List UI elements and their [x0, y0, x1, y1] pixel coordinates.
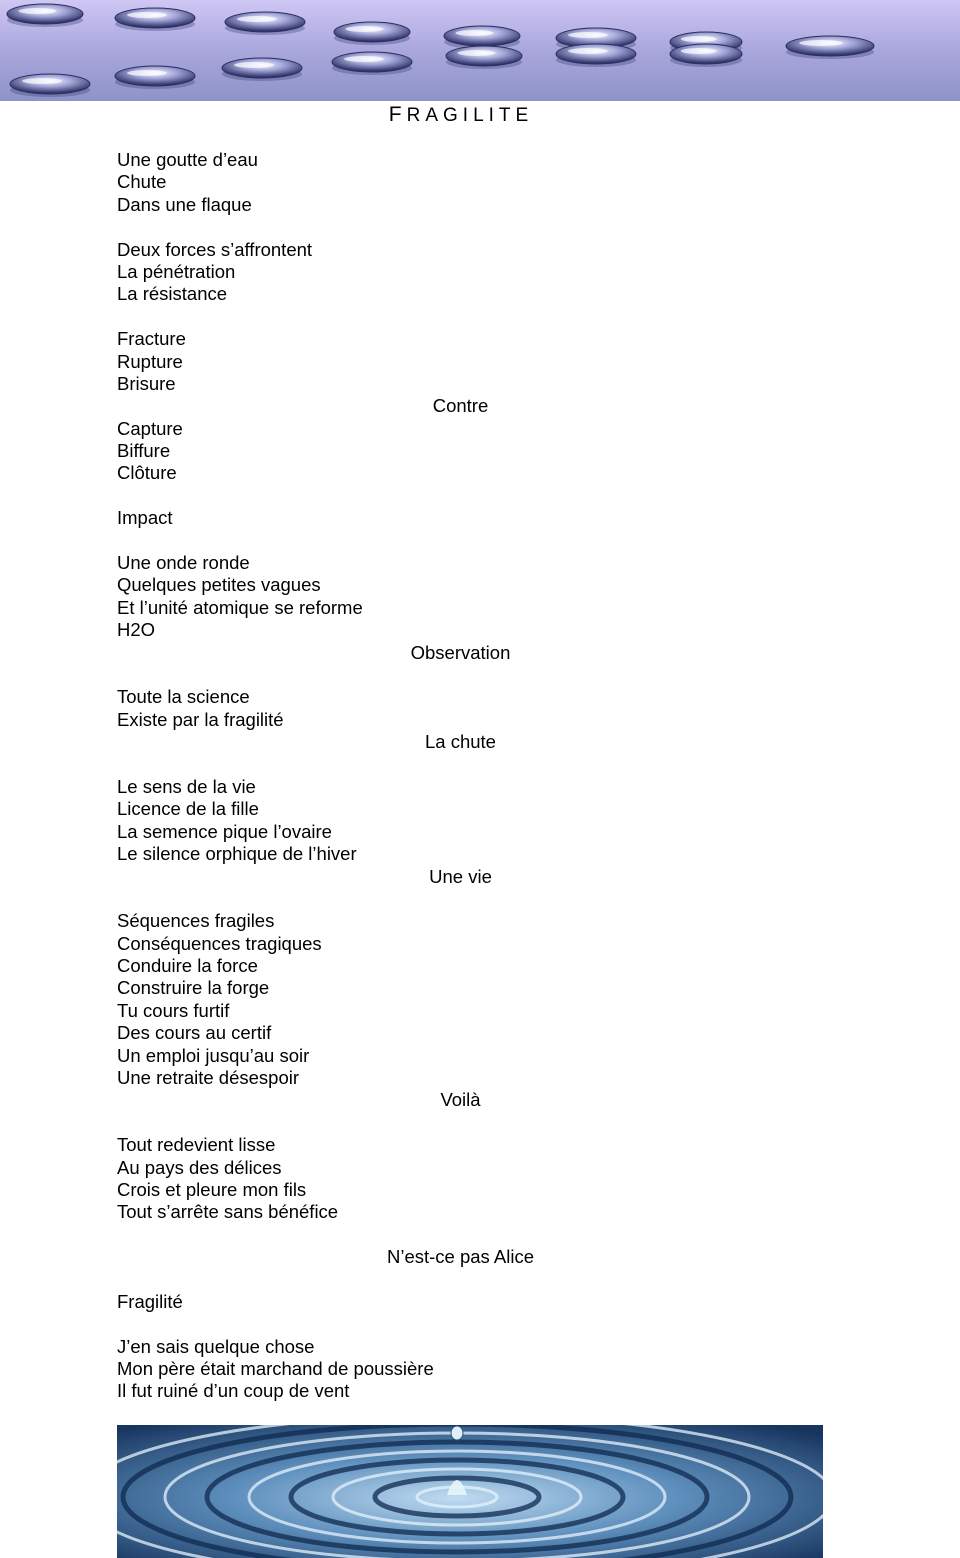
- poem-line: Capture: [117, 417, 183, 439]
- water-drop-icon: [10, 74, 90, 94]
- water-drop-icon: [786, 36, 874, 56]
- water-drop-icon: [115, 66, 195, 86]
- stanza-gap: [117, 1224, 817, 1246]
- poem-line: Fracture: [117, 328, 186, 350]
- stanza-gap: [117, 1112, 817, 1134]
- poem-line: Biffure: [117, 440, 171, 462]
- poem-body: [117, 149, 817, 1403]
- stanza-gap: [117, 216, 817, 238]
- poem-line: H2O: [117, 619, 156, 641]
- poem-line: J’en sais quelque chose: [117, 1335, 315, 1357]
- poem-line: Crois et pleure mon fils: [117, 1178, 307, 1200]
- poem-line: Une retraite désespoir: [117, 1067, 300, 1089]
- stanza-gap: [117, 485, 817, 507]
- poem-line: Existe par la fragilité: [117, 708, 284, 730]
- poem-line: Conséquences tragiques: [117, 932, 322, 954]
- poem-line: Toute la science: [117, 686, 250, 708]
- poem-line: Le silence orphique de l’hiver: [117, 843, 357, 865]
- poem-line: Licence de la fille: [117, 798, 259, 820]
- water-drop-icon: [332, 52, 412, 72]
- poem-line-centered: Contre: [432, 395, 489, 417]
- stanza-gap: [117, 1269, 817, 1291]
- droplets-banner-image: [0, 0, 960, 101]
- poem-line: Mon père était marchand de poussière: [117, 1358, 434, 1380]
- poem-line-centered: Une vie: [429, 865, 492, 887]
- poem-line: Le sens de la vie: [117, 775, 256, 797]
- poem-line-centered: Observation: [410, 641, 511, 663]
- stanza-gap: [117, 530, 817, 552]
- poem-line: Une onde ronde: [117, 552, 250, 574]
- poem-line: Construire la forge: [117, 977, 270, 999]
- poem-line: Tout s’arrête sans bénéfice: [117, 1201, 339, 1223]
- water-drop-icon: [225, 12, 305, 32]
- poem-line: Brisure: [117, 372, 176, 394]
- poem-line: Tu cours furtif: [117, 999, 230, 1021]
- water-drop-icon: [334, 22, 410, 42]
- poem-line-centered: N’est-ce pas Alice: [386, 1246, 535, 1268]
- poem-line: Au pays des délices: [117, 1156, 282, 1178]
- poem-line: La résistance: [117, 283, 228, 305]
- stanza-gap: [117, 754, 817, 776]
- water-drop-icon: [222, 58, 302, 78]
- poem-line: Il fut ruiné d’un coup de vent: [117, 1380, 350, 1402]
- poem-line: Chute: [117, 171, 167, 193]
- stanza-gap: [117, 888, 817, 910]
- poem-line: Dans une flaque: [117, 193, 252, 215]
- poem-line: Tout redevient lisse: [117, 1134, 276, 1156]
- poem-line: Fragilité: [117, 1290, 183, 1312]
- water-drop-icon: [446, 46, 522, 66]
- poem-line: Impact: [117, 507, 173, 529]
- stanza-gap: [117, 306, 817, 328]
- water-drop-icon: [444, 26, 520, 46]
- poem-line: Séquences fragiles: [117, 910, 275, 932]
- water-drop-icon: [670, 44, 742, 64]
- title-rest: RAGILITE: [406, 105, 534, 126]
- title-first-letter: F: [388, 103, 407, 126]
- poem-line: Une goutte d’eau: [117, 149, 258, 170]
- stanza-gap: [117, 664, 817, 686]
- poem-line: Rupture: [117, 350, 183, 372]
- poem-line-centered: Voilà: [440, 1089, 481, 1111]
- poem-line: Quelques petites vagues: [117, 574, 321, 596]
- poem-title: [0, 104, 922, 127]
- water-ripple-image: [117, 1425, 823, 1558]
- water-drop-icon: [556, 44, 636, 64]
- poem-line: Un emploi jusqu’au soir: [117, 1044, 310, 1066]
- poem-line: Conduire la force: [117, 955, 258, 977]
- water-drop-icon: [7, 4, 83, 24]
- poem-line: Des cours au certif: [117, 1022, 272, 1044]
- water-drop-icon: [115, 8, 195, 28]
- poem-line: La pénétration: [117, 260, 236, 282]
- stanza-gap: [117, 1313, 817, 1335]
- poem-line: Deux forces s’affrontent: [117, 238, 313, 260]
- poem-line: Clôture: [117, 462, 177, 484]
- poem-line: La semence pique l’ovaire: [117, 820, 332, 842]
- poem-line-centered: La chute: [425, 731, 496, 753]
- poem-line: Et l’unité atomique se reforme: [117, 596, 363, 618]
